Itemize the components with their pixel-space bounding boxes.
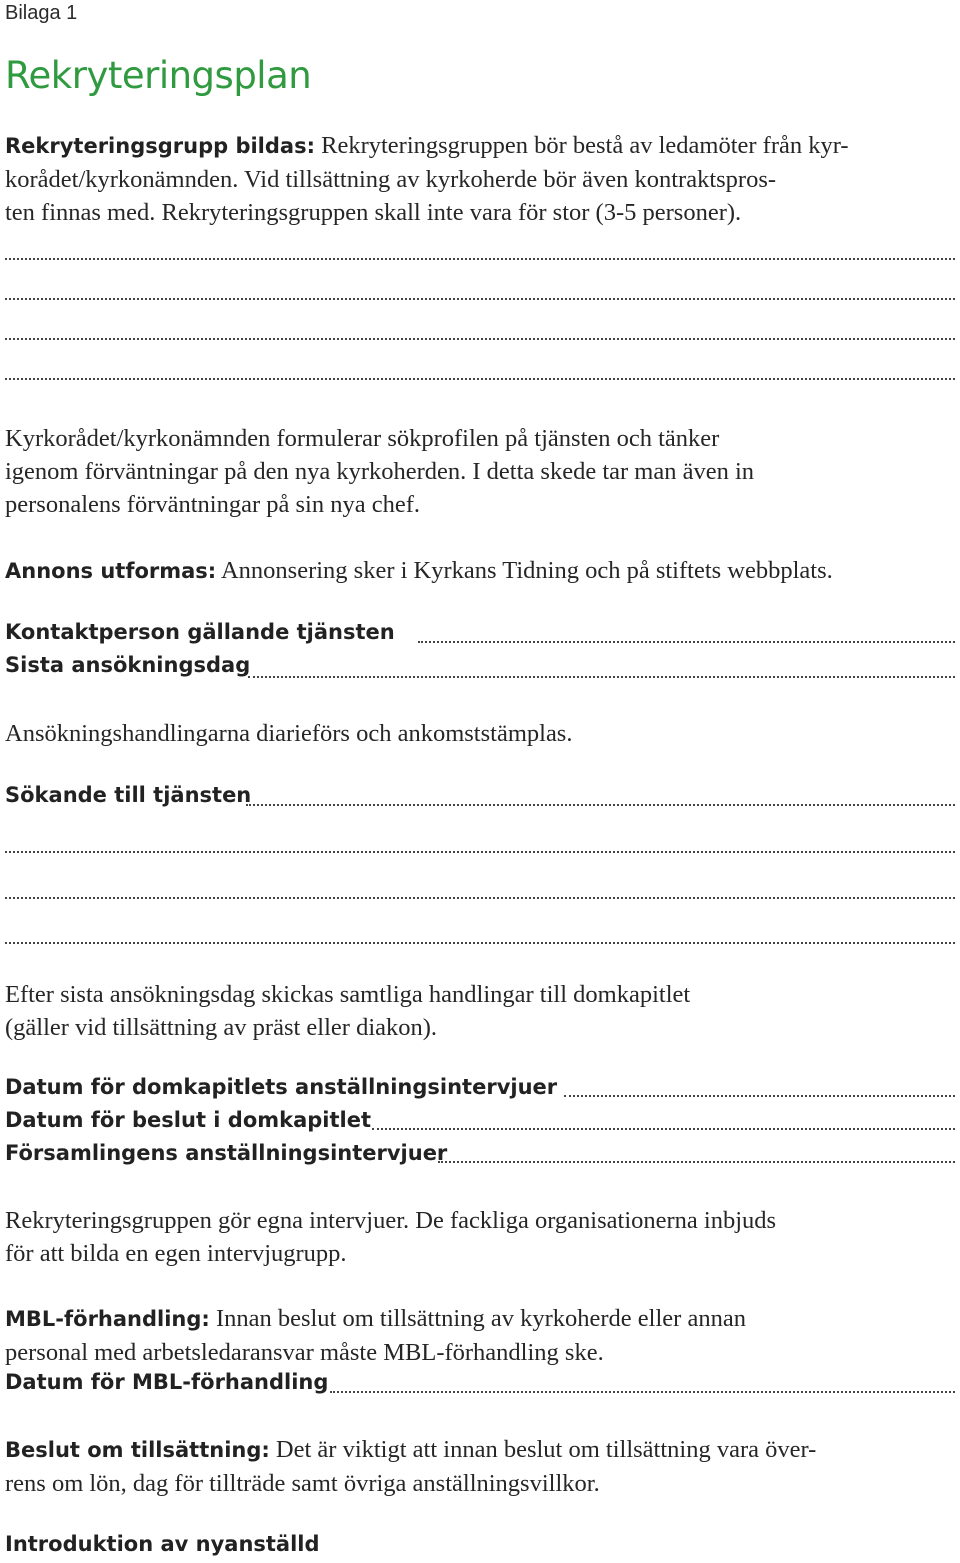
applicants-row bbox=[5, 783, 955, 813]
profile-line-1: Kyrkorådet/kyrkonämnden formulerar sökprofilen på tjänsten och tänker bbox=[5, 425, 720, 452]
applicants-field[interactable] bbox=[246, 804, 955, 806]
parish-interviews-label: Församlingens anställningsintervjuer bbox=[5, 1141, 448, 1165]
writing-line[interactable] bbox=[5, 942, 955, 944]
mbl-label: MBL-förhandling: bbox=[5, 1307, 210, 1331]
decision-label: Beslut om tillsättning: bbox=[5, 1438, 270, 1462]
mbl-date-label: Datum för MBL-förhandling bbox=[5, 1370, 329, 1394]
group-line-1: Rekryteringsgruppen bör bestå av ledamöter från kyr- bbox=[315, 132, 849, 159]
profile-paragraph bbox=[5, 422, 955, 521]
contact-label: Kontaktperson gällande tjänsten bbox=[5, 620, 395, 644]
applicants-label: Sökande till tjänsten bbox=[5, 783, 252, 807]
group-label: Rekryteringsgrupp bildas: bbox=[5, 134, 315, 158]
writing-line[interactable] bbox=[5, 338, 955, 340]
writing-line[interactable] bbox=[5, 298, 955, 300]
deadline-field[interactable] bbox=[248, 676, 955, 678]
mbl-line-1: Innan beslut om tillsättning av kyrkoherde eller annan bbox=[209, 1305, 746, 1332]
mbl-date-field[interactable] bbox=[330, 1391, 955, 1393]
intro-label: Introduktion av nyanställd bbox=[5, 1532, 320, 1556]
mbl-date-row bbox=[5, 1370, 955, 1400]
appendix-label: Bilaga 1 bbox=[5, 2, 78, 24]
interviews-line-2: för att bilda en egen intervjugrupp. bbox=[5, 1240, 347, 1267]
writing-line[interactable] bbox=[5, 897, 955, 899]
mbl-paragraph bbox=[5, 1302, 955, 1369]
decision-line-2: rens om lön, dag för tillträde samt övriga anställningsvillkor. bbox=[5, 1470, 600, 1497]
chapter-decision-row bbox=[5, 1108, 955, 1138]
ad-paragraph bbox=[5, 554, 955, 588]
deadline-row bbox=[5, 653, 955, 683]
contact-row bbox=[5, 620, 955, 650]
writing-line[interactable] bbox=[5, 851, 955, 853]
registry-paragraph: Ansökningshandlingarna diarieförs och ankomststämplas. bbox=[5, 720, 573, 747]
after-line-1: Efter sista ansökningsdag skickas samtliga handlingar till domkapitlet bbox=[5, 981, 691, 1008]
writing-line[interactable] bbox=[5, 378, 955, 380]
chapter-decision-label: Datum för beslut i domkapitlet bbox=[5, 1108, 372, 1132]
mbl-line-2: personal med arbetsledaransvar måste MBL-förhandling ske. bbox=[5, 1339, 604, 1366]
deadline-label: Sista ansökningsdag bbox=[5, 653, 251, 677]
parish-interviews-field[interactable] bbox=[438, 1161, 955, 1163]
chapter-interviews-row bbox=[5, 1075, 955, 1105]
profile-line-2: igenom förväntningar på den nya kyrkoherden. I detta skede tar man även in bbox=[5, 458, 755, 485]
chapter-interviews-field[interactable] bbox=[564, 1095, 955, 1097]
group-line-2: korådet/kyrkonämnden. Vid tillsättning av kyrkoherde bör även kontraktspros- bbox=[5, 166, 777, 193]
group-paragraph bbox=[5, 129, 955, 229]
intro-row bbox=[5, 1532, 955, 1562]
interviews-paragraph bbox=[5, 1204, 955, 1270]
group-line-3: ten finnas med. Rekryteringsgruppen skall inte vara för stor (3-5 personer). bbox=[5, 199, 742, 226]
decision-line-1: Det är viktigt att innan beslut om tillsättning vara över- bbox=[269, 1436, 817, 1463]
after-paragraph bbox=[5, 978, 955, 1044]
decision-paragraph bbox=[5, 1433, 955, 1500]
profile-line-3: personalens förväntningar på sin nya chef. bbox=[5, 491, 420, 518]
interviews-line-1: Rekryteringsgruppen gör egna intervjuer. De fackliga organisationerna inbjuds bbox=[5, 1207, 777, 1234]
chapter-decision-field[interactable] bbox=[372, 1128, 955, 1130]
ad-text: Annonsering sker i Kyrkans Tidning och på stiftets webbplats. bbox=[216, 557, 833, 584]
chapter-interviews-label: Datum för domkapitlets anställningsintervjuer bbox=[5, 1075, 558, 1099]
page-title: Rekryteringsplan bbox=[5, 54, 312, 97]
after-line-2: (gäller vid tillsättning av präst eller diakon). bbox=[5, 1014, 438, 1041]
contact-field[interactable] bbox=[418, 641, 955, 643]
writing-line[interactable] bbox=[5, 258, 955, 260]
parish-interviews-row bbox=[5, 1141, 955, 1171]
ad-label: Annons utformas: bbox=[5, 559, 217, 583]
